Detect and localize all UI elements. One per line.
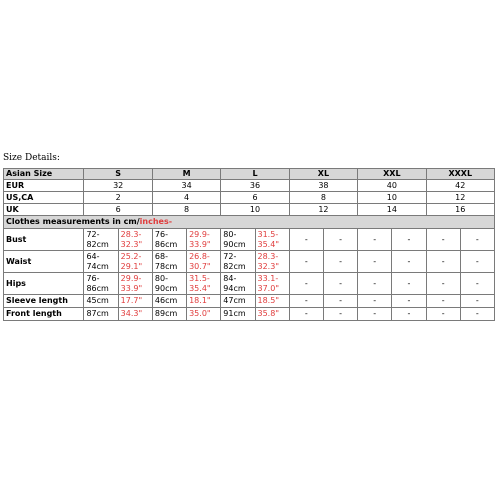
row-label: EUR [4, 180, 84, 192]
inch-value: 28.3- 32.3" [255, 251, 289, 273]
row-label: UK [4, 204, 84, 216]
inch-value: 29.9- 33.9" [118, 273, 152, 295]
cm-value: 64- 74cm [84, 251, 118, 273]
cm-value: 46cm [152, 295, 186, 308]
inch-value: 25.2- 29.1" [118, 251, 152, 273]
empty-cell: - [323, 295, 357, 308]
empty-cell: - [358, 273, 392, 295]
row-label: Waist [4, 251, 84, 273]
cm-value: 84- 94cm [221, 273, 255, 295]
inch-value: 35.8" [255, 308, 289, 321]
measurements-title-inches: inches [139, 217, 169, 226]
size-row-uk [4, 204, 495, 216]
size-value: 8 [289, 192, 357, 204]
measurement-row-waist [4, 251, 495, 273]
size-chart-table [3, 168, 495, 321]
inch-value: 35.0" [187, 308, 221, 321]
size-value: 32 [84, 180, 152, 192]
size-value: 2 [84, 192, 152, 204]
empty-cell: - [323, 251, 357, 273]
empty-cell: - [289, 229, 323, 251]
size-value: 42 [426, 180, 494, 192]
cm-value: 72- 82cm [221, 251, 255, 273]
row-label: Hips [4, 273, 84, 295]
empty-cell: - [426, 251, 460, 273]
cm-value: 80- 90cm [152, 273, 186, 295]
measurements-title-row [4, 216, 495, 229]
cm-value: 68- 78cm [152, 251, 186, 273]
empty-cell: - [392, 229, 426, 251]
inch-value: 29.9- 33.9" [187, 229, 221, 251]
size-value: 12 [426, 192, 494, 204]
empty-cell: - [392, 251, 426, 273]
size-value: 4 [152, 192, 220, 204]
measurement-row-front-length [4, 308, 495, 321]
row-label: Bust [4, 229, 84, 251]
size-details-caption: Size Details: [3, 153, 60, 163]
empty-cell: - [426, 229, 460, 251]
size-value: 40 [358, 180, 426, 192]
empty-cell: - [358, 295, 392, 308]
size-value: 16 [426, 204, 494, 216]
size-value: 34 [152, 180, 220, 192]
empty-cell: - [323, 273, 357, 295]
inch-value: 31.5- 35.4" [187, 273, 221, 295]
cm-value: 80- 90cm [221, 229, 255, 251]
cm-value: 76- 86cm [84, 273, 118, 295]
empty-cell: - [460, 273, 494, 295]
cm-value: 91cm [221, 308, 255, 321]
size-value: 12 [289, 204, 357, 216]
size-value: 38 [289, 180, 357, 192]
measurement-rows [4, 229, 495, 321]
row-label: Front length [4, 308, 84, 321]
size-row-eur [4, 180, 495, 192]
cm-value: 45cm [84, 295, 118, 308]
empty-cell: - [392, 273, 426, 295]
inch-value: 18.5" [255, 295, 289, 308]
inch-value: 17.7" [118, 295, 152, 308]
inch-value: 31.5- 35.4" [255, 229, 289, 251]
size-header-xxl: XXL [358, 169, 426, 180]
empty-cell: - [460, 295, 494, 308]
size-header-m: M [152, 169, 220, 180]
empty-cell: - [460, 308, 494, 321]
empty-cell: - [392, 295, 426, 308]
inch-value: 18.1" [187, 295, 221, 308]
empty-cell: - [289, 273, 323, 295]
empty-cell: - [358, 229, 392, 251]
empty-cell: - [289, 308, 323, 321]
size-value: 6 [221, 192, 289, 204]
row-label: Sleeve length [4, 295, 84, 308]
size-value: 10 [221, 204, 289, 216]
size-header-xxxl: XXXL [426, 169, 494, 180]
empty-cell: - [426, 273, 460, 295]
cm-value: 47cm [221, 295, 255, 308]
empty-cell: - [289, 251, 323, 273]
inch-value: 26.8- 30.7" [187, 251, 221, 273]
empty-cell: - [358, 308, 392, 321]
size-row-us-ca [4, 192, 495, 204]
size-header-s: S [84, 169, 152, 180]
cm-value: 72- 82cm [84, 229, 118, 251]
size-value: 14 [358, 204, 426, 216]
size-value: 36 [221, 180, 289, 192]
size-header-xl: XL [289, 169, 357, 180]
measurement-row-sleeve-length [4, 295, 495, 308]
measurements-title-prefix: Clothes measurements in cm/ [6, 217, 140, 226]
empty-cell: - [323, 308, 357, 321]
measurements-title [4, 216, 495, 229]
cm-value: 87cm [84, 308, 118, 321]
row-label: US,CA [4, 192, 84, 204]
empty-cell: - [426, 308, 460, 321]
inch-value: 34.3" [118, 308, 152, 321]
empty-cell: - [460, 229, 494, 251]
measurement-row-hips [4, 273, 495, 295]
size-header-l: L [221, 169, 289, 180]
cm-value: 89cm [152, 308, 186, 321]
inch-value: 28.3- 32.3" [118, 229, 152, 251]
empty-cell: - [289, 295, 323, 308]
empty-cell: - [426, 295, 460, 308]
asian-size-header: Asian Size [4, 169, 84, 180]
measurements-title-suffix: - [168, 217, 173, 226]
measurement-row-bust [4, 229, 495, 251]
empty-cell: - [460, 251, 494, 273]
empty-cell: - [323, 229, 357, 251]
empty-cell: - [392, 308, 426, 321]
empty-cell: - [358, 251, 392, 273]
size-value: 6 [84, 204, 152, 216]
size-header-row [4, 169, 495, 180]
cm-value: 76- 86cm [152, 229, 186, 251]
inch-value: 33.1- 37.0" [255, 273, 289, 295]
size-value: 8 [152, 204, 220, 216]
size-value: 10 [358, 192, 426, 204]
